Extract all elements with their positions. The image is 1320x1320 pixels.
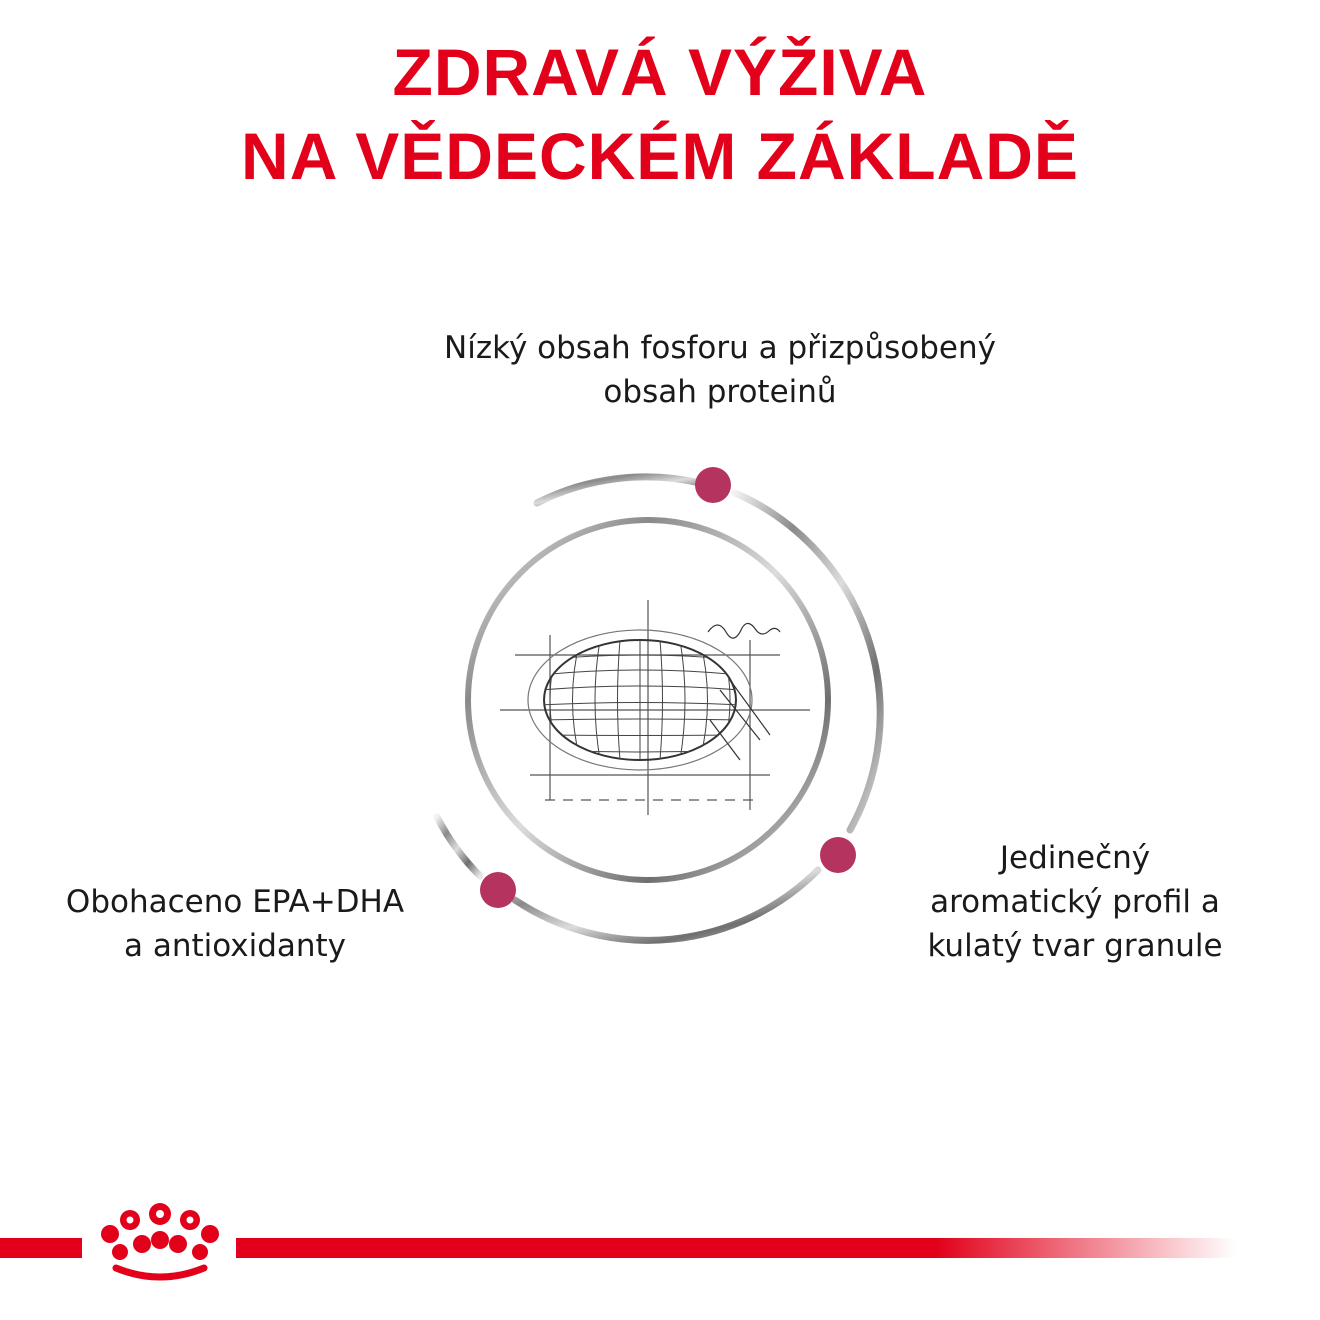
benefit-top-line-2: obsah proteinů (603, 374, 837, 410)
outer-arc-top (537, 477, 700, 503)
benefit-top (360, 326, 1080, 414)
benefit-right-line-1: Jedinečný (999, 840, 1151, 876)
benefit-left (30, 880, 440, 968)
benefit-top-line-1: Nízký obsah fosforu a přizpůsobený (444, 330, 996, 366)
headline-line-2: NA VĚDECKÉM ZÁKLADĚ (241, 119, 1079, 193)
headline (0, 30, 1320, 198)
kibble-sketch-icon (500, 600, 810, 815)
benefit-right-line-2: aromatický profil a (930, 884, 1220, 920)
benefit-right-line-3: kulatý tvar granule (927, 928, 1223, 964)
benefit-right (885, 836, 1265, 968)
footer-line-right (236, 1238, 1236, 1258)
headline-line-1: ZDRAVÁ VÝŽIVA (392, 35, 928, 109)
kibble-diagram (420, 450, 900, 970)
footer-line-left (0, 1238, 82, 1258)
accent-dot-top (695, 467, 731, 503)
accent-dot-right (820, 837, 856, 873)
accent-dot-left (480, 872, 516, 908)
outer-arc-left (437, 817, 480, 876)
royal-canin-crown-logo (90, 1200, 230, 1284)
benefit-left-line-1: Obohaceno EPA+DHA (65, 884, 405, 920)
benefit-left-line-2: a antioxidanty (123, 928, 347, 964)
